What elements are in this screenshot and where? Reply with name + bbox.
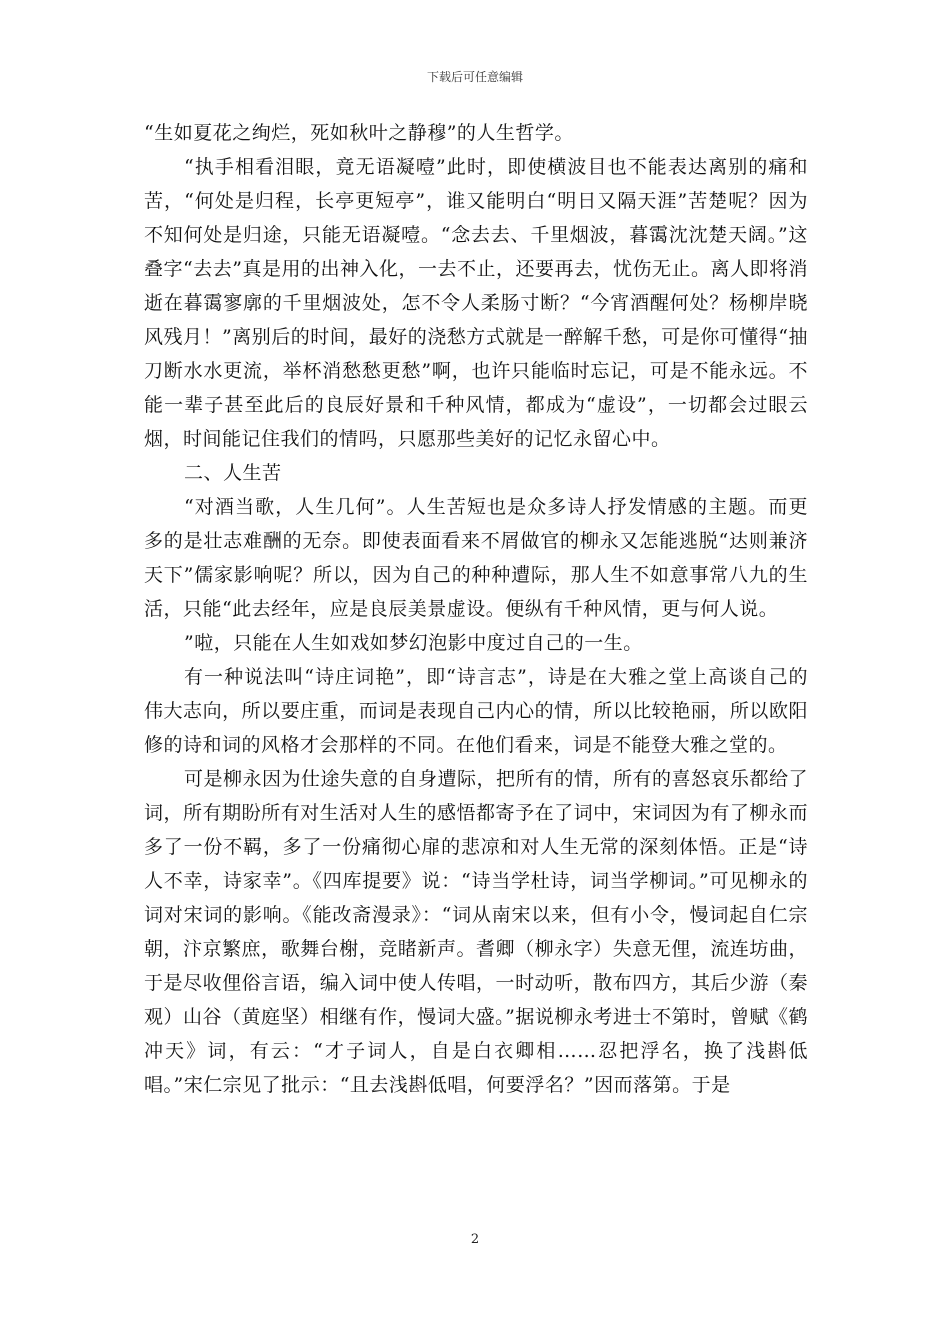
- paragraph-life-short: “对酒当歌，人生几何”。人生苦短也是众多诗人抒发情感的主题。而更多的是壮志难酬的无奈。即使表面看来不屑做官的柳永又怎能逃脱“达则兼济天下”儒家影响呢？所以，因为自己的种种遭际，那人生不如意事常八九的生活，只能“此去经年，应是良辰美景虚设。便纵有千种风情，更与何人说。: [144, 496, 808, 620]
- paragraph-poetry-style: 有一种说法叫“诗庄词艳”，即“诗言志”，诗是在大雅之堂上高谈自己的伟大志向，所以要庄重，而词是表现自己内心的情，所以比较艳丽，所以欧阳修的诗和词的风格才会那样的不同。在他们看来，词是不能登大雅之堂的。: [144, 666, 808, 756]
- document-body: [144, 116, 808, 1102]
- section-heading: 二、人生苦: [184, 462, 282, 484]
- paragraph-liu-yong: 可是柳永因为仕途失意的自身遭际，把所有的情，所有的喜怒哀乐都给了词，所有期盼所有对生活对人生的感悟都寄予在了词中，宋词因为有了柳永而多了一份不羁，多了一份痛彻心扉的悲凉和对人生无常的深刻体悟。正是“诗人不幸，诗家幸”。《四库提要》说：“诗当学杜诗，词当学柳词。”可见柳永的词对宋词的影响。《能改斋漫录》：“词从南宋以来，但有小令，慢词起自仁宗朝，汴京繁庶，歌舞台榭，竞睹新声。耆卿（柳永字）失意无俚，流连坊曲，于是尽收俚俗言语，编入词中使人传唱，一时动听，散布四方，其后少游（秦观）山谷（黄庭坚）相继有作，慢词大盛。”据说柳永考进士不第时，曾赋《鹤冲天》词，有云：“才子词人，自是白衣卿相……忍把浮名，换了浅斟低唱。”宋仁宗见了批示：“且去浅斟低唱，何要浮名？”因而落第。于是: [144, 768, 809, 1096]
- page-number: 2: [470, 1232, 480, 1247]
- paragraph-dream: ”啦，只能在人生如戏如梦幻泡影中度过自己的一生。: [184, 632, 643, 654]
- paragraph-continuation: “生如夏花之绚烂，死如秋叶之静穆”的人生哲学。: [144, 122, 574, 144]
- page-header: 下载后可任意编辑: [426, 70, 523, 84]
- paragraph-farewell: “执手相看泪眼，竟无语凝噎”此时，即使横波目也不能表达离别的痛和苦，“何处是归程，长亭更短亭”，谁又能明白“明日又隔天涯”苦楚呢？因为不知何处是归途，只能无语凝噎。“念去去、千里烟波，暮霭沈沈楚天阔。”这叠字“去去”真是用的出神入化，一去不止，还要再去，忧伤无止。离人即将消逝在暮霭寥廓的千里烟波处，怎不令人柔肠寸断？“今宵酒醒何处？杨柳岸晓风残月！”离别后的时间，最好的浇愁方式就是一醉解千愁，可是你可懂得“抽刀断水水更流，举杯消愁愁更愁”啊，也许只能临时忘记，可是不能永远。不能一辈子甚至此后的良辰好景和千种风情，都成为“虚设”，一切都会过眼云烟，时间能记住我们的情吗，只愿那些美好的记忆永留心中。: [144, 156, 808, 450]
